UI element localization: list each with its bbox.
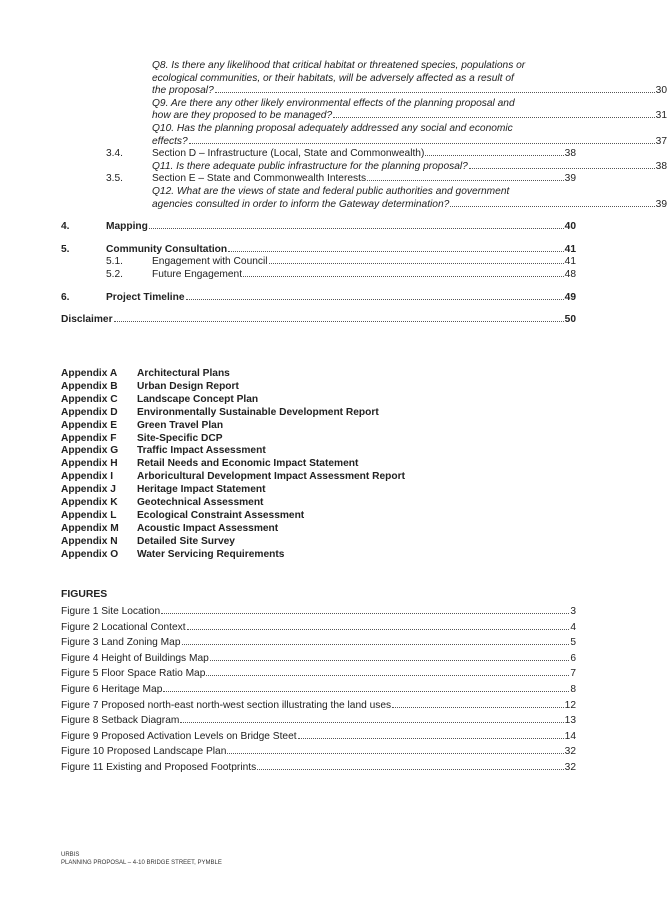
appendix-item[interactable] — [61, 368, 405, 381]
dot-leader — [243, 276, 564, 277]
appendix-id: Appendix D — [61, 406, 118, 418]
toc-page-number: 31 — [655, 110, 667, 122]
appendix-item[interactable] — [61, 420, 405, 433]
figure-title: Figure 10 Proposed Landscape Plan — [61, 746, 227, 758]
figure-title: Figure 3 Land Zoning Map — [61, 637, 181, 649]
toc-entry-q8-line1[interactable]: Q8. Is there any likelihood that critical habitat or threatened species, populations or — [152, 60, 526, 71]
figure-entry[interactable] — [61, 760, 576, 776]
dot-leader — [163, 691, 569, 692]
figure-page-number: 14 — [564, 730, 576, 742]
appendix-id: Appendix B — [61, 380, 118, 392]
toc-section-title: Section E – State and Commonwealth Interests — [152, 173, 367, 185]
figure-title: Figure 11 Existing and Proposed Footprints — [61, 761, 257, 773]
dot-leader — [298, 738, 564, 739]
toc-entry-6[interactable] — [61, 292, 576, 305]
toc-entry-q9-line2: how are they proposed to be managed? — [152, 110, 333, 122]
figure-title: Figure 9 Proposed Activation Levels on Bridge Steet — [61, 730, 297, 742]
toc-entry-q10-line2: effects? — [152, 135, 188, 147]
dot-leader — [189, 143, 655, 144]
toc-entry-q10-line1[interactable]: Q10. Has the planning proposal adequately addressed any social and economic — [152, 122, 513, 134]
dot-leader — [392, 707, 564, 708]
toc-page-number: 30 — [655, 85, 667, 97]
figures-heading: FIGURES — [61, 589, 108, 600]
dot-leader — [161, 613, 569, 614]
dot-leader — [469, 168, 655, 169]
appendix-id: Appendix F — [61, 432, 117, 444]
toc-section-number: 4. — [61, 221, 70, 233]
toc-page-number: 49 — [564, 291, 576, 303]
footer-company: URBIS — [61, 852, 80, 858]
appendix-id: Appendix K — [61, 497, 118, 509]
figure-title: Figure 1 Site Location — [61, 606, 161, 617]
dot-leader — [149, 228, 564, 229]
appendix-id: Appendix E — [61, 419, 118, 431]
dot-leader — [333, 117, 655, 118]
toc-section-number: 5.1. — [106, 256, 123, 268]
dot-leader — [114, 321, 564, 322]
appendix-title: Site-Specific DCP — [137, 432, 223, 444]
toc-page-number: 40 — [564, 221, 576, 233]
toc-entry-q8[interactable] — [152, 85, 667, 98]
toc-entry-q8-line2[interactable]: ecological communities, or their habitats, will be adversely affected as a result of — [152, 72, 514, 84]
toc-section-title: Disclaimer — [61, 314, 113, 326]
toc-entry-q12[interactable] — [152, 199, 667, 212]
toc-entry-5-1[interactable] — [61, 256, 576, 269]
toc-entry-q9[interactable] — [152, 110, 667, 123]
toc-question-title: Q11. Is there adequate public infrastructure for the planning proposal? — [152, 160, 468, 172]
appendix-id: Appendix N — [61, 535, 118, 547]
appendix-item[interactable] — [61, 549, 405, 562]
appendix-title: Retail Needs and Economic Impact Statement — [137, 458, 359, 470]
toc-section-title: Community Consultation — [106, 243, 228, 255]
appendix-title: Green Travel Plan — [137, 419, 224, 431]
figure-entry[interactable] — [61, 713, 576, 729]
toc-section-number: 3.5. — [106, 173, 123, 185]
appendix-id: Appendix C — [61, 393, 118, 405]
figure-entry[interactable] — [61, 651, 576, 667]
toc-entry-disclaimer[interactable] — [61, 314, 576, 327]
toc-entry-3-4[interactable] — [61, 148, 576, 161]
figure-entry[interactable] — [61, 620, 576, 636]
appendix-item[interactable] — [61, 458, 405, 471]
figure-title: Figure 7 Proposed north-east north-west section illustrating the land uses — [61, 699, 392, 711]
toc-page-number: 38 — [564, 148, 576, 160]
appendix-item[interactable] — [61, 497, 405, 510]
dot-leader — [182, 644, 570, 645]
figure-page-number: 5 — [570, 637, 576, 649]
figure-entry[interactable] — [61, 604, 576, 620]
toc-section-number: 6. — [61, 291, 70, 303]
figure-page-number: 32 — [564, 746, 576, 758]
page-footer — [61, 851, 222, 868]
figure-page-number: 7 — [570, 668, 576, 680]
toc-section-number: 3.4. — [106, 148, 123, 160]
appendix-title: Environmentally Sustainable Development Report — [137, 406, 379, 418]
dot-leader — [206, 675, 569, 676]
appendix-title: Geotechnical Assessment — [137, 497, 264, 509]
toc-entry-q8-line3: the proposal? — [152, 85, 214, 97]
appendix-id: Appendix M — [61, 522, 119, 534]
figure-entry[interactable] — [61, 682, 576, 698]
dot-leader — [180, 722, 563, 723]
dot-leader — [269, 263, 564, 264]
appendix-title: Traffic Impact Assessment — [137, 445, 266, 457]
toc-page-number: 39 — [564, 173, 576, 185]
appendix-id: Appendix G — [61, 445, 119, 457]
figure-page-number: 32 — [564, 761, 576, 773]
toc-page-number: 41 — [564, 243, 576, 255]
toc-section-title: Future Engagement — [152, 268, 243, 280]
toc-section-title: Section D – Infrastructure (Local, State and Commonwealth) — [152, 148, 425, 160]
dot-leader — [257, 769, 563, 770]
appendix-item[interactable] — [61, 471, 405, 484]
toc-entry-q12-line2: agencies consulted in order to inform the Gateway determination? — [152, 198, 450, 210]
figure-entry[interactable] — [61, 698, 576, 714]
toc-page-number: 48 — [564, 268, 576, 280]
figures-list — [61, 604, 576, 776]
figure-page-number: 6 — [570, 652, 576, 664]
figure-page-number: 13 — [564, 715, 576, 727]
figure-title: Figure 6 Heritage Map — [61, 683, 163, 695]
figure-entry[interactable] — [61, 729, 576, 745]
appendix-title: Detailed Site Survey — [137, 535, 235, 547]
dot-leader — [186, 299, 564, 300]
toc-page-number: 38 — [655, 160, 667, 172]
appendix-id: Appendix H — [61, 458, 118, 470]
toc-page-number: 37 — [655, 135, 667, 147]
appendix-title: Arboricultural Development Impact Assessment Report — [137, 471, 405, 483]
figure-title: Figure 5 Floor Space Ratio Map — [61, 668, 206, 680]
toc-page-number: 39 — [655, 198, 667, 210]
toc-section-title: Engagement with Council — [152, 256, 268, 268]
table-of-contents — [61, 60, 667, 327]
figure-entry[interactable] — [61, 744, 576, 760]
dot-leader — [367, 180, 564, 181]
figure-title: Figure 8 Setback Diagram — [61, 715, 180, 727]
appendix-id: Appendix I — [61, 471, 114, 483]
toc-page-number: 50 — [564, 314, 576, 326]
appendix-item[interactable] — [61, 381, 405, 394]
figure-entry[interactable] — [61, 666, 576, 682]
dot-leader — [215, 92, 655, 93]
toc-section-number: 5.2. — [106, 268, 123, 280]
figure-page-number: 3 — [570, 606, 576, 617]
figure-title: Figure 4 Height of Buildings Map — [61, 652, 209, 664]
appendix-id: Appendix O — [61, 548, 119, 560]
toc-entry-q11[interactable] — [152, 161, 667, 174]
appendix-item[interactable] — [61, 394, 405, 407]
toc-page-number: 41 — [564, 256, 576, 268]
appendix-title: Ecological Constraint Assessment — [137, 509, 305, 521]
appendix-item[interactable] — [61, 536, 405, 549]
appendix-id: Appendix A — [61, 368, 118, 379]
figure-entry[interactable] — [61, 635, 576, 651]
appendix-title: Water Servicing Requirements — [137, 548, 285, 560]
dot-leader — [227, 753, 563, 754]
appendix-id: Appendix J — [61, 484, 116, 496]
appendix-title: Architectural Plans — [137, 368, 230, 379]
appendix-item[interactable] — [61, 484, 405, 497]
toc-entry-5-2[interactable] — [61, 269, 576, 282]
appendix-title: Landscape Concept Plan — [137, 393, 259, 405]
toc-section-title: Project Timeline — [106, 291, 185, 303]
dot-leader — [187, 629, 570, 630]
toc-entry-4[interactable] — [61, 221, 576, 234]
appendix-title: Urban Design Report — [137, 380, 239, 392]
dot-leader — [425, 155, 563, 156]
figure-page-number: 12 — [564, 699, 576, 711]
appendix-title: Acoustic Impact Assessment — [137, 522, 279, 534]
dot-leader — [210, 660, 570, 661]
footer-document-title: PLANNING PROPOSAL – 4-10 BRIDGE STREET, PYMBLE — [61, 860, 222, 867]
figure-page-number: 8 — [570, 683, 576, 695]
dot-leader — [450, 206, 654, 207]
toc-section-number: 5. — [61, 243, 70, 255]
toc-entry-q9-line1[interactable]: Q9. Are there any other likely environmental effects of the planning proposal and — [152, 97, 515, 109]
appendix-list — [61, 368, 405, 562]
toc-entry-q12-line1[interactable]: Q12. What are the views of state and federal public authorities and government — [152, 185, 510, 197]
appendix-title: Heritage Impact Statement — [137, 484, 266, 496]
appendix-id: Appendix L — [61, 509, 117, 521]
appendix-item[interactable] — [61, 445, 405, 458]
dot-leader — [228, 251, 564, 252]
figure-page-number: 4 — [570, 621, 576, 633]
toc-entry-5[interactable] — [61, 244, 576, 257]
toc-entry-3-5[interactable] — [61, 173, 576, 186]
toc-entry-q10[interactable] — [152, 136, 667, 149]
appendix-item[interactable] — [61, 433, 405, 446]
toc-section-title: Mapping — [106, 221, 148, 233]
figure-title: Figure 2 Locational Context — [61, 621, 186, 633]
appendix-item[interactable] — [61, 510, 405, 523]
appendix-item[interactable] — [61, 523, 405, 536]
appendix-item[interactable] — [61, 407, 405, 420]
